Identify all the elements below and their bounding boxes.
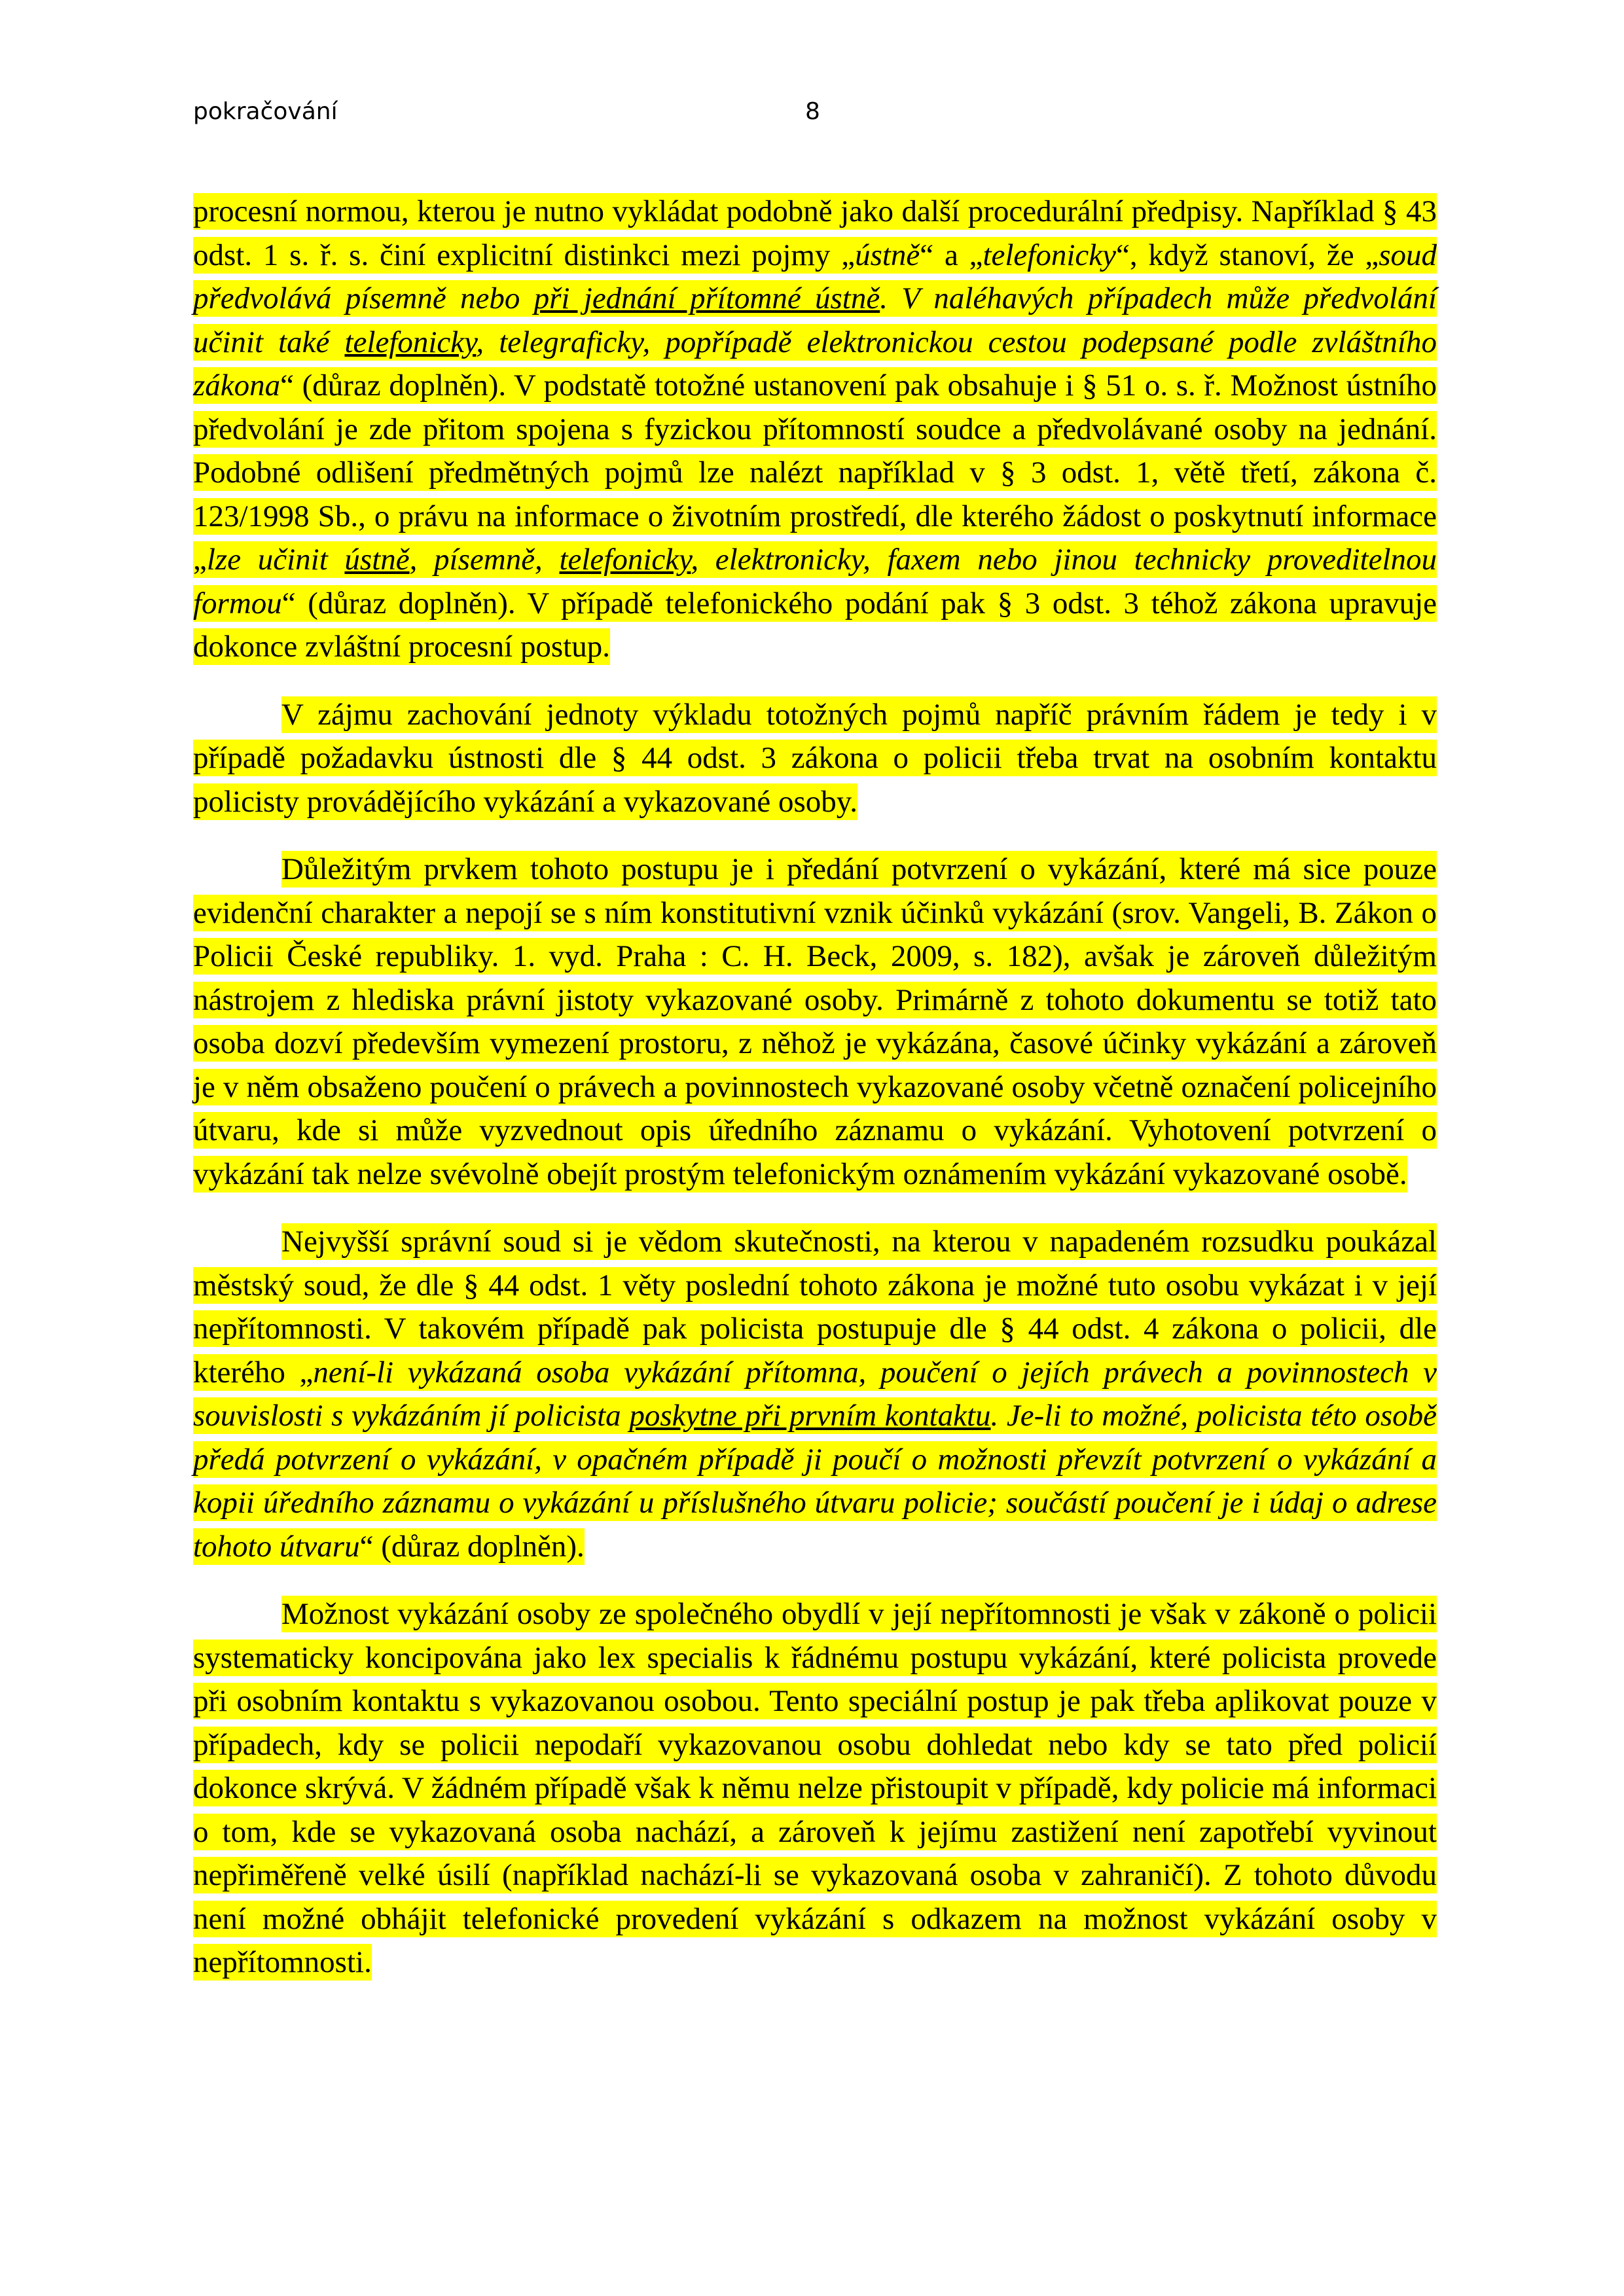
page-header [193,98,913,137]
highlighted-text [193,1223,1437,1565]
text-run: Nejvyšší správní soud si je vědom skutečnosti, na kterou v napadeném rozsudku poukázal městský soud, že dle § 44 odst. 1 věty poslední tohoto zákona je možné tuto osobu vykázat i v její nepřítomnosti. V takovém případě pak policista postupuje dle § 44 odst. 4 zákona o policii, dle kterého „ [193,1225,1437,1390]
text-run: V zájmu zachování jednoty výkladu totožných pojmů napříč právním řádem je tedy i v případě požadavku ústnosti dle § 44 odst. 3 zákona o policii třeba trvat na osobním kontaktu policisty provádějícího vykázání a vykazované osoby. [193,697,1437,819]
quoted-legal-text: . V naléhavých případech může předvolání učinit také [193,281,1437,359]
quoted-legal-text: . Je-li to možné, policista této osobě předá potvrzení o vykázání, v opačném případě ji poučí o možnosti převzít potvrzení o vykázání a kopii úředního záznamu o vykázání u příslušného útvaru policie; součástí poučení je i údaj o adrese tohoto útvaru [193,1399,1437,1564]
continuation-label: pokračování [193,98,338,125]
quoted-legal-text: soud předvolává písemně nebo [193,238,1437,315]
quoted-legal-text: ústně [855,238,920,272]
quoted-legal-text: telefonicky [559,543,691,577]
paragraph [193,693,1437,824]
text-run: “, když stanoví, že „ [1116,238,1379,272]
page-number: 8 [805,98,820,125]
highlighted-text [193,193,1437,665]
quoted-legal-text: telefonicky [983,238,1116,272]
highlighted-text [193,696,1437,820]
text-run: Důležitým prvkem tohoto postupu je i předání potvrzení o vykázání, které má sice pouze evidenční charakter a nepojí se s ním konstitutivní vznik účinků vykázání (srov. Vangeli, B. Zákon o Policii České republiky. 1. vyd. Praha : C. H. Beck, 2009, s. 182), avšak je zároveň důležitým nástrojem z hlediska právní jistoty vykazované osoby. Primárně z tohoto dokumentu se totiž tato osoba dozví především vymezení prostoru, z něhož je vykázána, časové účinky vykázání a zároveň je v něm obsaženo poučení o právech a povinnostech vykazované osoby včetně označení policejního útvaru, kde si může vyzvednout opis úředního záznamu o vykázání. Vyhotovení potvrzení o vykázání tak nelze svévolně obejít prostým telefonickým oznámením vykázání vykazované osobě. [193,852,1437,1191]
paragraph [193,190,1437,669]
text-run: “ (důraz doplněn). V případě telefonického podání pak § 3 odst. 3 téhož zákona upravuje dokonce zvláštní procesní postup. [193,586,1437,664]
text-run: “ a „ [920,238,983,272]
quoted-legal-text: poskytne při prvním kontaktu [629,1399,991,1433]
text-run: Možnost vykázání osoby ze společného obydlí v její nepřítomnosti je však v zákoně o policii systematicky koncipována jako lex specialis k řádnému postupu vykázání, které policista provede při osobním kontaktu s vykazovanou osobou. Tento speciální postup je pak třeba aplikovat pouze v případech, kdy se policii nepodaří vykazovanou osobu dohledat nebo kdy se tato před policií dokonce skrývá. V žádném případě však k němu nelze přistoupit v případě, kdy policie má informaci o tom, kde se vykazovaná osoba nachází, a zároveň k jejímu zastižení není zapotřebí vyvinout nepřiměřeně velké úsilí (například nachází-li se vykazovaná osoba v zahraničí). Z tohoto důvodu není možné obhájit telefonické provedení vykázání s odkazem na možnost vykázání osoby v nepřítomnosti. [193,1597,1437,1979]
quoted-legal-text: lze učinit [206,543,345,577]
quoted-legal-text: není-li vykázaná osoba vykázání přítomna, poučení o jejích právech a povinnostech v souvislosti s vykázáním jí policista [193,1355,1437,1433]
quoted-legal-text: , písemně, [409,543,560,577]
paragraph [193,848,1437,1196]
quoted-legal-text: ústně [344,543,410,577]
paragraph [193,1220,1437,1568]
paragraph [193,1592,1437,1984]
quoted-legal-text: , elektronicky, faxem nebo jinou technicky proveditelnou formou [193,543,1437,620]
highlighted-text [193,851,1437,1193]
highlighted-text [193,1596,1437,1981]
quoted-legal-text: při jednání přítomné ústně [533,281,880,315]
quoted-legal-text: telefonicky [344,325,477,359]
text-run: procesní normou, kterou je nutno vykládat podobně jako další procedurální předpisy. Například § 43 odst. 1 s. ř. s. činí explicitní distinkci mezi pojmy „ [193,194,1437,272]
document-body [193,190,1437,2009]
text-run: “ (důraz doplněn). [359,1529,585,1564]
text-run: “ (důraz doplněn). V podstatě totožné ustanovení pak obsahuje i § 51 o. s. ř. Možnost ústního předvolání je zde přitom spojena s fyzickou přítomností soudce a předvolávané osoby na jednání. Podobné odlišení předmětných pojmů lze nalézt například v § 3 odst. 1, větě třetí, zákona č. 123/1998 Sb., o právu na informace o životním prostředí, dle kterého žádost o poskytnutí informace „ [193,368,1437,577]
quoted-legal-text: , telegraficky, popřípadě elektronickou cestou podepsané podle zvláštního zákona [193,325,1437,403]
